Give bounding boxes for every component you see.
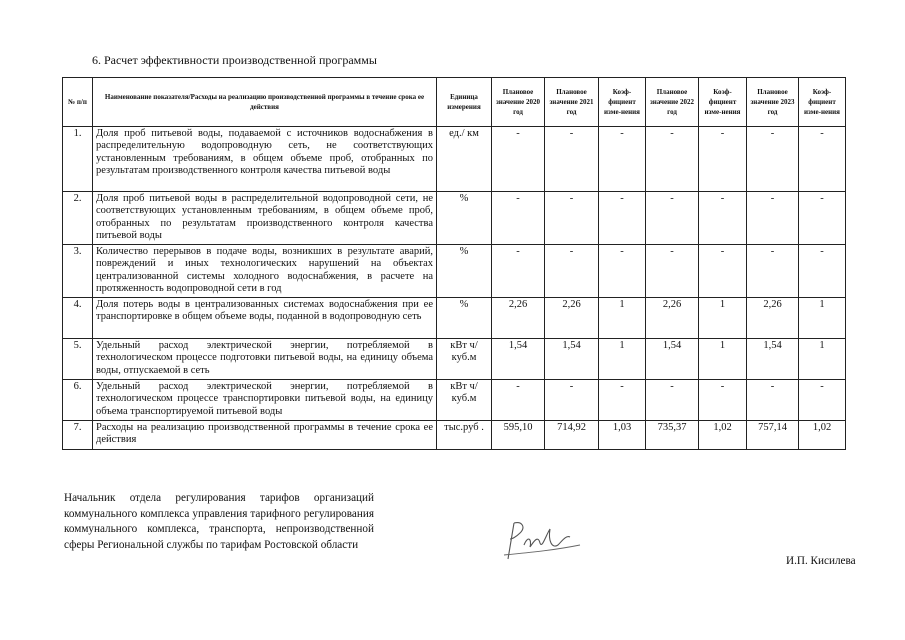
coef-2023: - bbox=[799, 245, 846, 298]
value-2020: - bbox=[492, 192, 545, 245]
coef-2022: 1 bbox=[699, 298, 747, 339]
coef-2023: 1,02 bbox=[799, 421, 846, 450]
row-unit: % bbox=[437, 298, 492, 339]
value-2022: 735,37 bbox=[646, 421, 699, 450]
coef-2021: 1 bbox=[599, 339, 646, 380]
value-2020: 2,26 bbox=[492, 298, 545, 339]
row-unit: кВт ч/куб.м bbox=[437, 339, 492, 380]
value-2021: - bbox=[545, 192, 599, 245]
row-indicator: Расходы на реализацию производственной программы в течение срока ее действия bbox=[93, 421, 437, 450]
row-unit: ед./ км bbox=[437, 127, 492, 192]
signer-position: Начальник отдела регулирования тарифов организаций коммунального комплекса управления тарифного регулирования коммунального комплекса, транспорта, непроизводственной сферы Региональной службы по тарифам Ростовской области bbox=[64, 492, 374, 551]
row-number: 3. bbox=[63, 245, 93, 298]
value-2023: 757,14 bbox=[747, 421, 799, 450]
header-coef-2021: Коэф-фициент изме-нения bbox=[599, 78, 646, 127]
table-header-row bbox=[63, 78, 846, 127]
value-2022: 2,26 bbox=[646, 298, 699, 339]
row-indicator: Доля проб питьевой воды, подаваемой с источников водоснабжения в распределительную водопроводную сеть, не соответствующих установленным требованиям, в общем объеме проб, отобранных по результатам производственного контроля качества питьевой воды bbox=[93, 127, 437, 192]
table-row bbox=[63, 421, 846, 450]
value-2023: 2,26 bbox=[747, 298, 799, 339]
row-number: 5. bbox=[63, 339, 93, 380]
table-row bbox=[63, 192, 846, 245]
row-number: 6. bbox=[63, 380, 93, 421]
table-row bbox=[63, 127, 846, 192]
header-unit: Единица измерения bbox=[437, 78, 492, 127]
row-indicator: Доля потерь воды в централизованных системах водоснабжения при ее транспортировке в общем объеме воды, поданной в водопроводную сеть bbox=[93, 298, 437, 339]
header-plan-2020: Плановое значение 2020 год bbox=[492, 78, 545, 127]
row-number: 2. bbox=[63, 192, 93, 245]
header-plan-2023: Плановое значение 2023 год bbox=[747, 78, 799, 127]
coef-2022: 1 bbox=[699, 339, 747, 380]
value-2023: - bbox=[747, 380, 799, 421]
value-2021: 714,92 bbox=[545, 421, 599, 450]
coef-2021: - bbox=[599, 245, 646, 298]
row-indicator: Удельный расход электрической энергии, потребляемой в технологическом процессе подготовки питьевой воды, на единицу объема воды, отпускаемой в сеть bbox=[93, 339, 437, 380]
row-indicator: Удельный расход электрической энергии, потребляемой в технологическом процессе транспортировки питьевой воды, на единицу объема транспортируемой питьевой воды bbox=[93, 380, 437, 421]
header-name: Наименование показателя/Расходы на реализацию производственной программы в течение срока ее действия bbox=[93, 78, 437, 127]
section-heading: 6. Расчет эффективности производственной программы bbox=[92, 53, 377, 67]
coef-2021: - bbox=[599, 127, 646, 192]
table-row bbox=[63, 339, 846, 380]
row-number: 1. bbox=[63, 127, 93, 192]
coef-2023: - bbox=[799, 192, 846, 245]
row-number: 7. bbox=[63, 421, 93, 450]
value-2023: - bbox=[747, 127, 799, 192]
value-2021: 1,54 bbox=[545, 339, 599, 380]
value-2020: 1,54 bbox=[492, 339, 545, 380]
value-2022: - bbox=[646, 245, 699, 298]
value-2021: - bbox=[545, 245, 599, 298]
value-2020: - bbox=[492, 380, 545, 421]
coef-2022: - bbox=[699, 380, 747, 421]
value-2023: 1,54 bbox=[747, 339, 799, 380]
value-2020: 595,10 bbox=[492, 421, 545, 450]
coef-2023: - bbox=[799, 380, 846, 421]
coef-2021: 1,03 bbox=[599, 421, 646, 450]
coef-2022: - bbox=[699, 127, 747, 192]
value-2020: - bbox=[492, 245, 545, 298]
value-2022: - bbox=[646, 380, 699, 421]
row-unit: % bbox=[437, 192, 492, 245]
header-plan-2021: Плановое значение 2021 год bbox=[545, 78, 599, 127]
value-2020: - bbox=[492, 127, 545, 192]
coef-2023: 1 bbox=[799, 298, 846, 339]
coef-2022: - bbox=[699, 245, 747, 298]
efficiency-table bbox=[62, 77, 846, 450]
value-2021: 2,26 bbox=[545, 298, 599, 339]
table-row bbox=[63, 298, 846, 339]
row-indicator: Количество перерывов в подаче воды, возникших в результате аварий, повреждений и иных технологических нарушений на объектах централизованной системы холодного водоснабжения, в расчете на протяженность водопроводной сети в год bbox=[93, 245, 437, 298]
value-2022: - bbox=[646, 127, 699, 192]
header-plan-2022: Плановое значение 2022 год bbox=[646, 78, 699, 127]
value-2023: - bbox=[747, 245, 799, 298]
value-2023: - bbox=[747, 192, 799, 245]
coef-2021: - bbox=[599, 192, 646, 245]
signature-icon bbox=[500, 515, 590, 565]
table-row bbox=[63, 380, 846, 421]
coef-2022: 1,02 bbox=[699, 421, 747, 450]
coef-2023: 1 bbox=[799, 339, 846, 380]
header-coef-2022: Коэф-фициент изме-нения bbox=[699, 78, 747, 127]
coef-2022: - bbox=[699, 192, 747, 245]
header-num: № п/п bbox=[63, 78, 93, 127]
coef-2021: 1 bbox=[599, 298, 646, 339]
value-2021: - bbox=[545, 380, 599, 421]
coef-2021: - bbox=[599, 380, 646, 421]
signer-name: И.П. Кисилева bbox=[786, 555, 856, 567]
row-indicator: Доля проб питьевой воды в распределительной водопроводной сети, не соответствующих установленным требованиям, в общем объеме проб, отобранных по результатам производственного контроля качества питьевой воды bbox=[93, 192, 437, 245]
table-row bbox=[63, 245, 846, 298]
header-coef-2023: Коэф-фициент изме-нения bbox=[799, 78, 846, 127]
value-2021: - bbox=[545, 127, 599, 192]
row-unit: % bbox=[437, 245, 492, 298]
row-unit: тыс.руб . bbox=[437, 421, 492, 450]
coef-2023: - bbox=[799, 127, 846, 192]
value-2022: - bbox=[646, 192, 699, 245]
row-unit: кВт ч/куб.м bbox=[437, 380, 492, 421]
value-2022: 1,54 bbox=[646, 339, 699, 380]
row-number: 4. bbox=[63, 298, 93, 339]
